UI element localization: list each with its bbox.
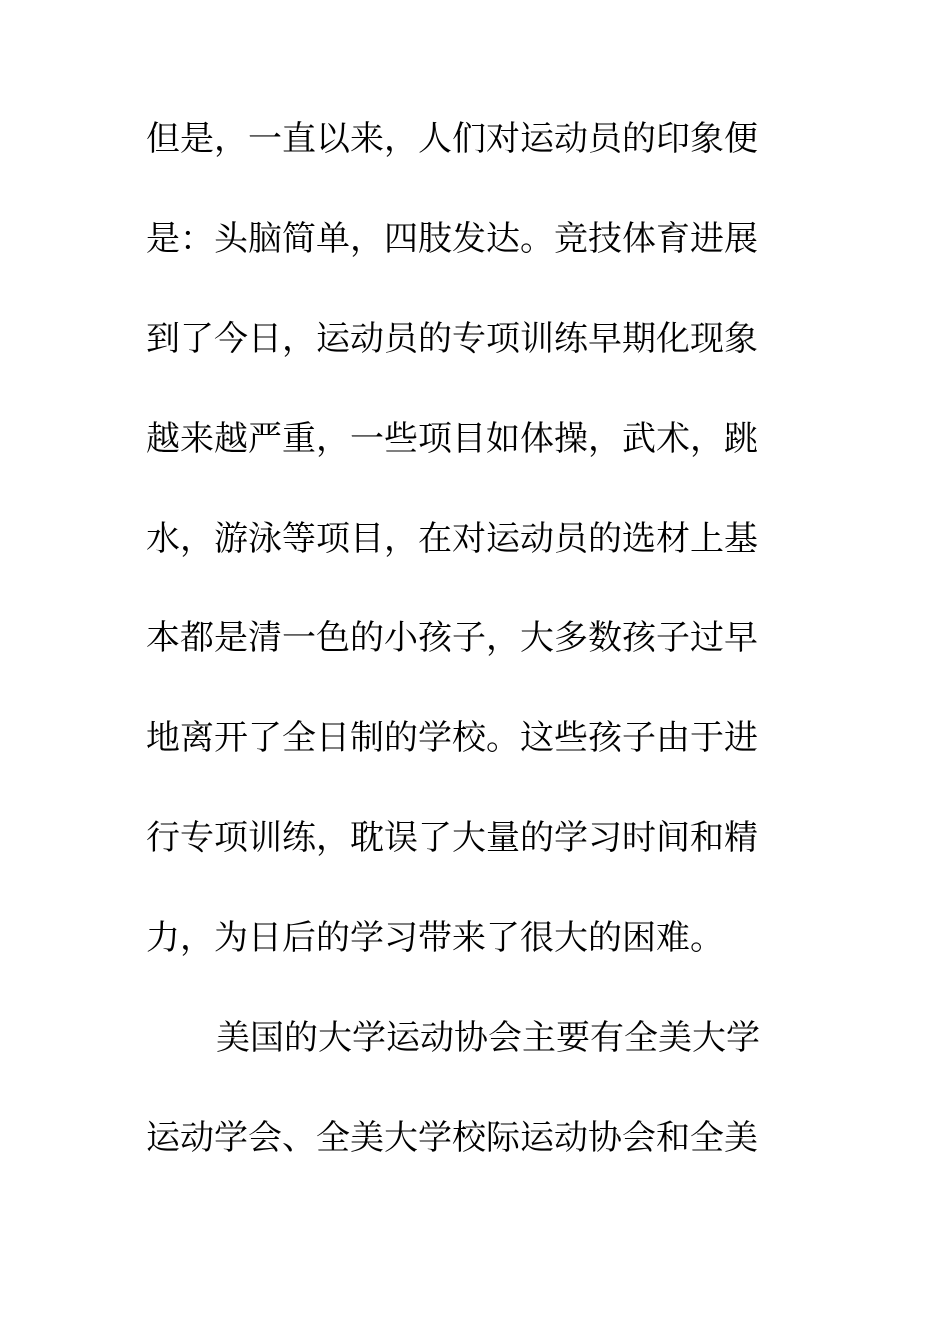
text-line: 地离开了全日制的学校。这些孩子由于进 (146, 718, 758, 759)
text-line: 运动学会、全美大学校际运动协会和全美 (146, 1117, 758, 1158)
text-line: 行专项训练，耽误了大量的学习时间和精 (146, 818, 758, 859)
text-line: 本都是清一色的小孩子，大多数孩子过早 (146, 618, 758, 659)
text-line: 是：头脑简单，四肢发达。竞技体育进展 (146, 218, 758, 259)
text-line: 到了今日，运动员的专项训练早期化现象 (146, 318, 758, 359)
text-line: 水，游泳等项目，在对运动员的选材上基 (146, 518, 758, 559)
text-line: 越来越严重，一些项目如体操，武术，跳 (146, 418, 758, 459)
paragraph-first-line: 美国的大学运动协会主要有全美大学 (216, 1018, 760, 1059)
text-line: 力，为日后的学习带来了很大的困难。 (146, 918, 724, 959)
body-text (146, 119, 786, 1221)
text-line: 但是，一直以来，人们对运动员的印象便 (146, 119, 758, 159)
